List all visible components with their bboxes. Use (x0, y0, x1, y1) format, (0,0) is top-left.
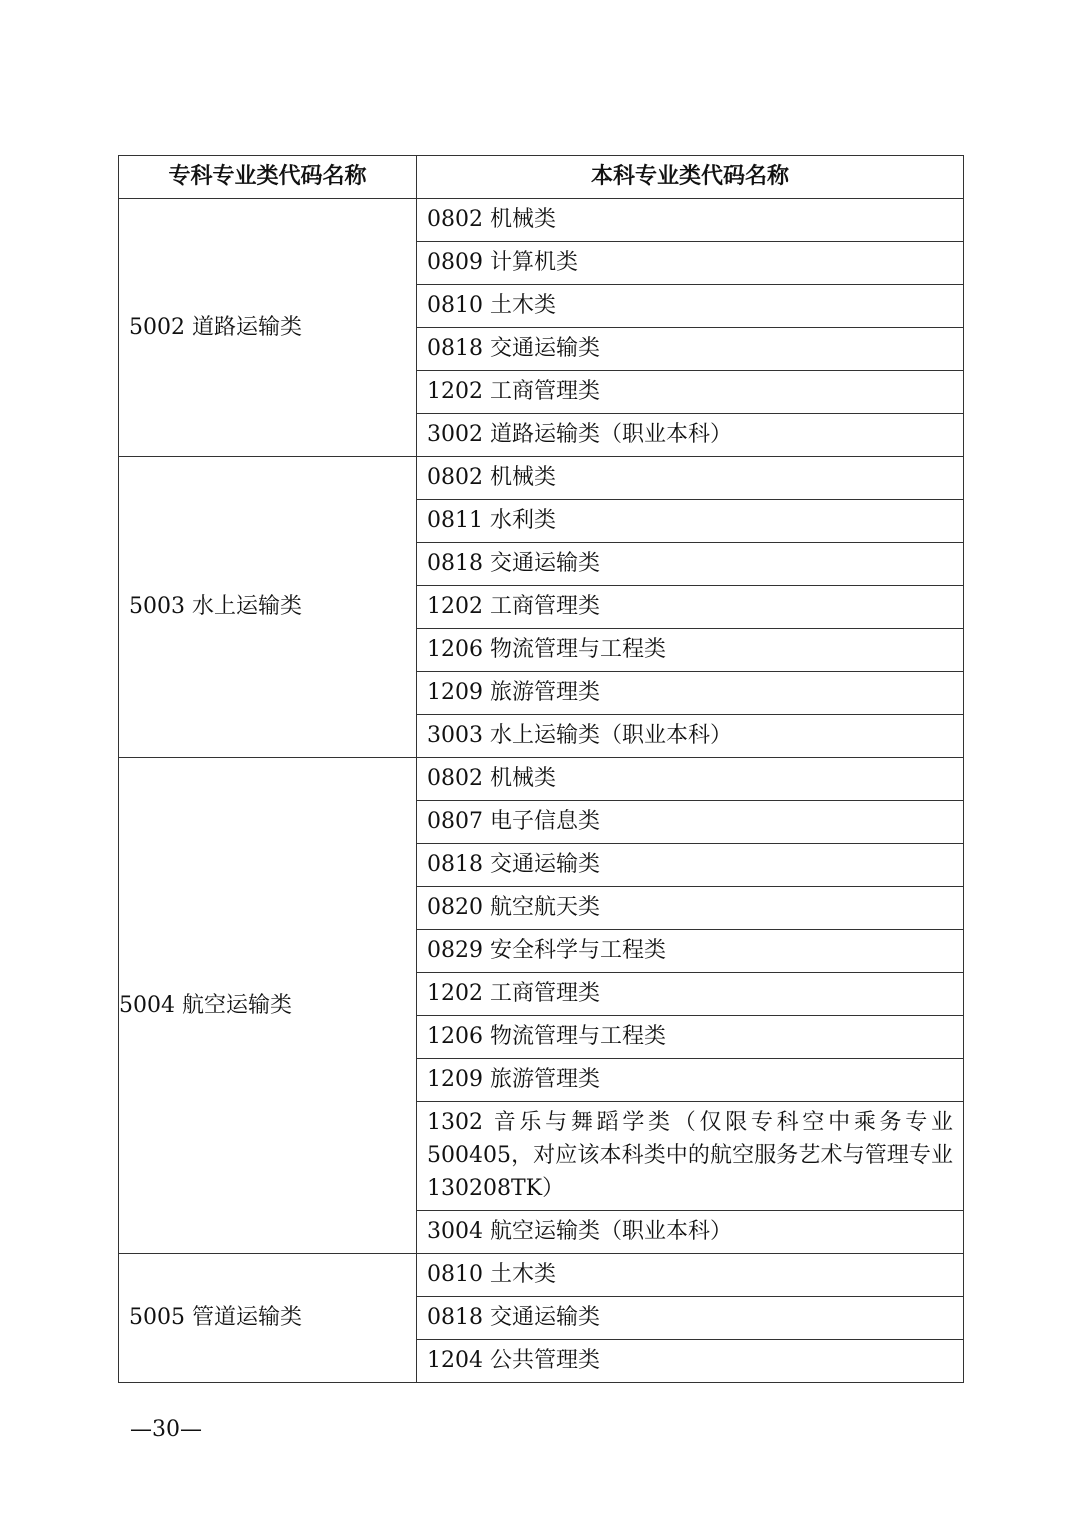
undergrad-category-cell: 0810 土木类 (417, 285, 964, 328)
undergrad-category-cell: 3003 水上运输类（职业本科） (417, 715, 964, 758)
undergrad-category-cell: 0818 交通运输类 (417, 1297, 964, 1340)
undergrad-category-cell: 0809 计算机类 (417, 242, 964, 285)
undergrad-category-cell: 0807 电子信息类 (417, 801, 964, 844)
vocational-category-cell: 5004 航空运输类 (119, 758, 417, 1254)
undergrad-category-cell: 0818 交通运输类 (417, 844, 964, 887)
undergrad-category-cell: 1302 音乐与舞蹈学类（仅限专科空中乘务专业500405，对应该本科类中的航空服务艺术与管理专业 130208TK） (417, 1102, 964, 1211)
undergrad-category-cell: 1202 工商管理类 (417, 973, 964, 1016)
undergrad-category-cell: 0802 机械类 (417, 457, 964, 500)
table-row (119, 199, 964, 242)
undergrad-category-cell: 1202 工商管理类 (417, 371, 964, 414)
undergrad-category-cell: 0802 机械类 (417, 758, 964, 801)
undergrad-category-cell: 3002 道路运输类（职业本科） (417, 414, 964, 457)
undergrad-category-cell: 3004 航空运输类（职业本科） (417, 1211, 964, 1254)
major-correspondence-table (118, 155, 964, 1383)
undergrad-category-cell: 1204 公共管理类 (417, 1340, 964, 1383)
undergrad-category-cell: 1202 工商管理类 (417, 586, 964, 629)
vocational-category-cell: 5002 道路运输类 (119, 199, 417, 457)
vocational-category-cell: 5003 水上运输类 (119, 457, 417, 758)
undergrad-category-cell: 0810 土木类 (417, 1254, 964, 1297)
column-header-undergrad: 本科专业类代码名称 (417, 156, 964, 199)
page-number: —30— (130, 1417, 202, 1442)
undergrad-category-cell: 0818 交通运输类 (417, 328, 964, 371)
undergrad-category-cell: 1206 物流管理与工程类 (417, 629, 964, 672)
table-header-row (119, 156, 964, 199)
undergrad-category-cell: 0802 机械类 (417, 199, 964, 242)
undergrad-category-cell: 0818 交通运输类 (417, 543, 964, 586)
table-row (119, 758, 964, 801)
undergrad-category-cell: 0829 安全科学与工程类 (417, 930, 964, 973)
undergrad-category-cell: 1209 旅游管理类 (417, 1059, 964, 1102)
undergrad-category-cell: 0820 航空航天类 (417, 887, 964, 930)
vocational-category-cell: 5005 管道运输类 (119, 1254, 417, 1383)
undergrad-category-cell: 0811 水利类 (417, 500, 964, 543)
table-row (119, 1254, 964, 1297)
column-header-vocational: 专科专业类代码名称 (119, 156, 417, 199)
undergrad-category-cell: 1206 物流管理与工程类 (417, 1016, 964, 1059)
undergrad-category-cell: 1209 旅游管理类 (417, 672, 964, 715)
table-row (119, 457, 964, 500)
